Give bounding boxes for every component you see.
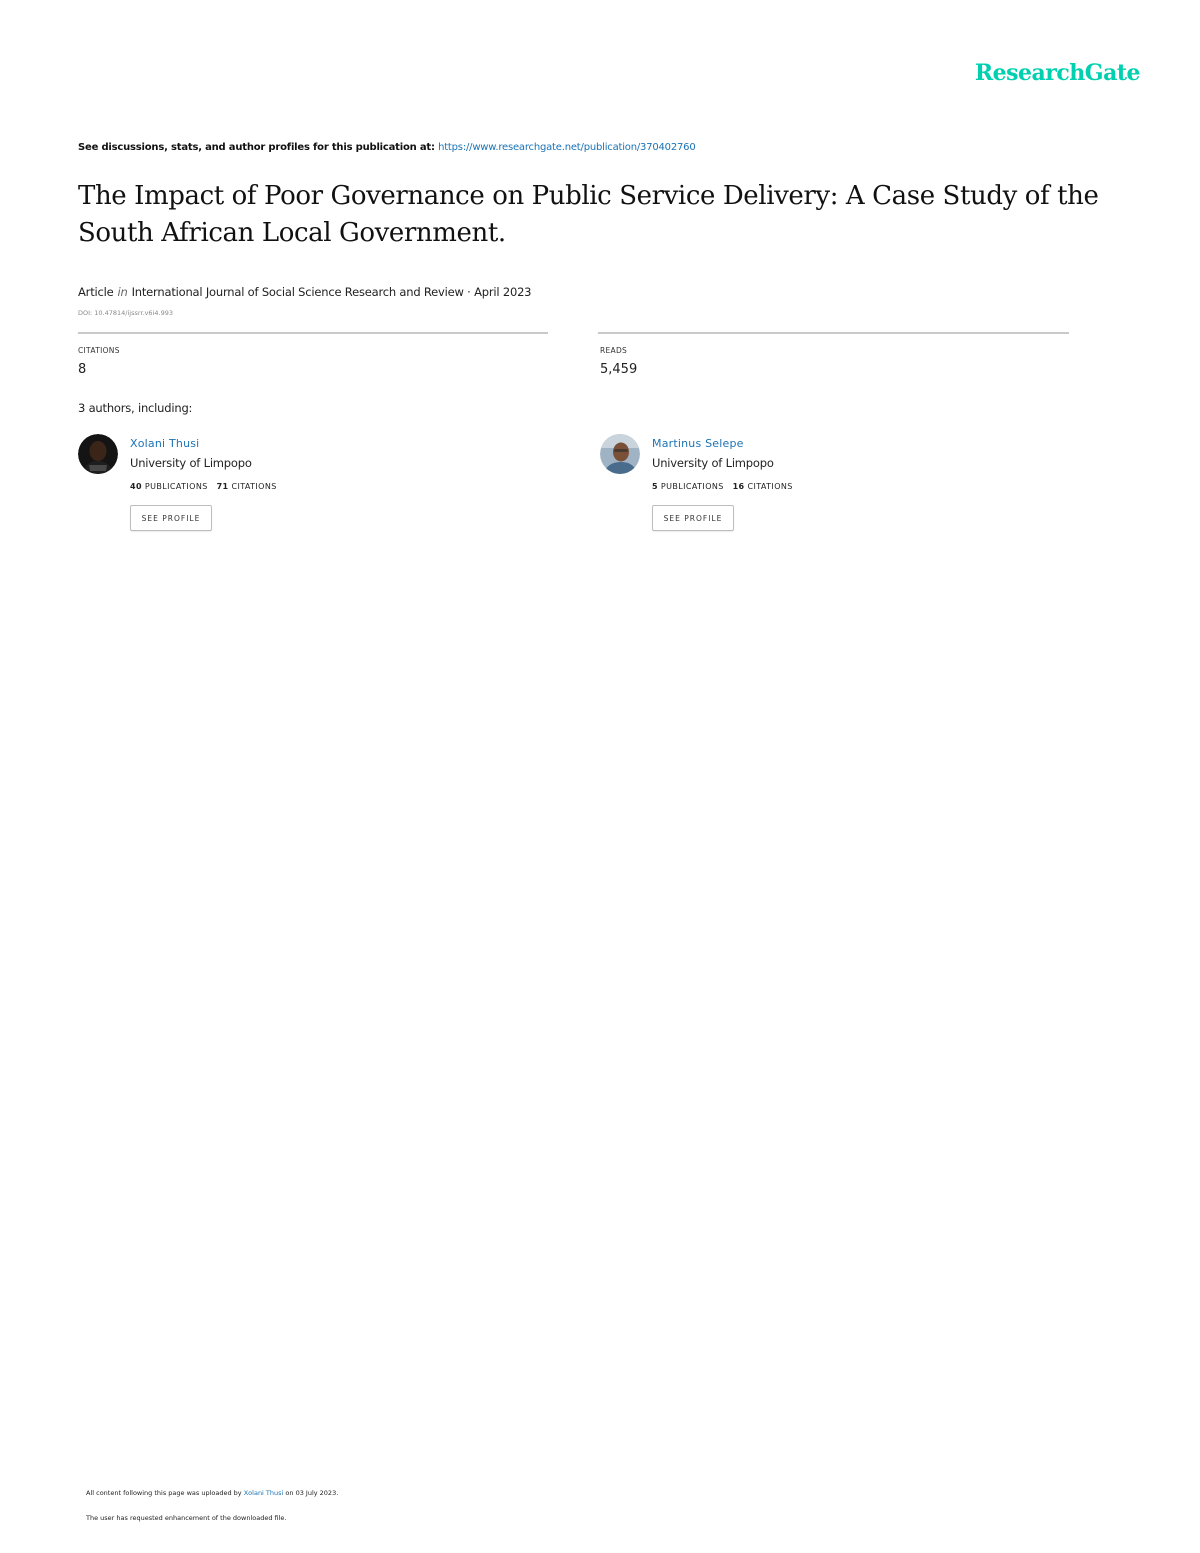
author-publications-count: 5 (652, 482, 658, 491)
avatar-photo-icon (600, 434, 640, 474)
citations-label: CITATIONS (78, 346, 120, 355)
enhancement-note: The user has requested enhancement of the downloaded file. (86, 1514, 287, 1522)
author-citations-count: 16 (732, 482, 745, 491)
author-name-link[interactable]: Xolani Thusi (130, 437, 200, 450)
journal-info: International Journal of Social Science Research and Review · April 2023 (131, 285, 532, 299)
reads-value: 5,459 (600, 362, 638, 377)
authors-heading: 3 authors, including: (78, 401, 193, 415)
in-label: in (117, 285, 128, 299)
upload-notice (86, 1489, 338, 1497)
avatar[interactable] (78, 434, 118, 474)
avatar-photo-icon (78, 434, 118, 474)
see-profile-button[interactable]: SEE PROFILE (652, 505, 734, 531)
doi: DOI: 10.47814/ijssrr.v6i4.993 (78, 309, 173, 317)
intro-line (78, 142, 696, 153)
author-citations-label: CITATIONS (747, 482, 793, 491)
citations-divider (78, 332, 548, 334)
intro-text: See discussions, stats, and author profiles for this publication at: (78, 142, 439, 153)
researchgate-logo[interactable]: ResearchGate (974, 60, 1140, 86)
author-stats (652, 482, 793, 491)
publication-meta (78, 285, 531, 299)
author-institution: University of Limpopo (652, 456, 774, 470)
author-publications-label: PUBLICATIONS (144, 482, 208, 491)
upload-prefix: All content following this page was uploaded by (86, 1489, 244, 1497)
author-publications-label: PUBLICATIONS (660, 482, 724, 491)
author-citations-label: CITATIONS (231, 482, 277, 491)
upload-suffix: on 03 July 2023. (283, 1489, 339, 1497)
author-publications-count: 40 (130, 482, 142, 491)
author-institution: University of Limpopo (130, 456, 252, 470)
author-name-link[interactable]: Martinus Selepe (652, 437, 744, 450)
author-citations-count: 71 (216, 482, 229, 491)
publication-type: Article (78, 285, 114, 299)
publication-url-link[interactable]: https://www.researchgate.net/publication/370402760 (438, 142, 696, 153)
reads-divider (598, 332, 1069, 334)
author-stats (130, 482, 277, 491)
reads-label: READS (600, 346, 628, 355)
citations-value: 8 (78, 362, 87, 377)
publication-title: The Impact of Poor Governance on Public Service Delivery: A Case Study of the South African Local Government. (78, 181, 1099, 248)
see-profile-button[interactable]: SEE PROFILE (130, 505, 212, 531)
avatar[interactable] (600, 434, 640, 474)
uploader-link[interactable]: Xolani Thusi (243, 1489, 284, 1497)
